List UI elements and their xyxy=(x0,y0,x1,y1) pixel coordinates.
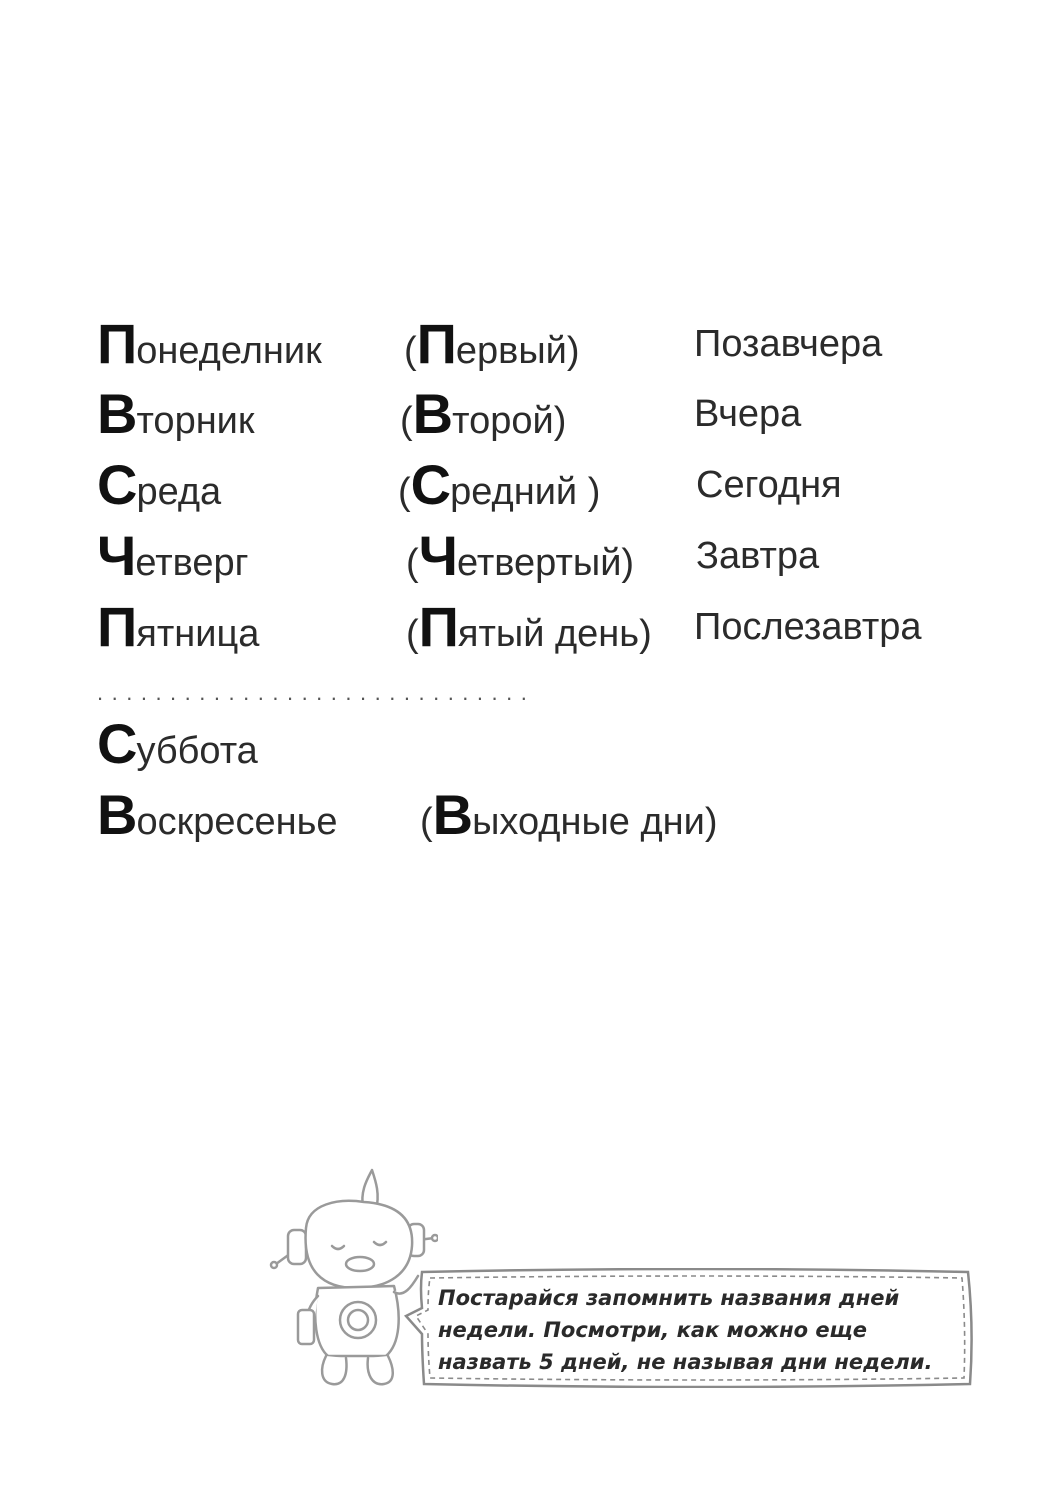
day-name: Суббота xyxy=(97,712,258,775)
day-row-saturday xyxy=(0,714,1050,774)
day-alt-name: (Средний ) xyxy=(398,453,601,516)
speech-note xyxy=(400,1268,975,1388)
day-row-wednesday xyxy=(0,455,1050,515)
day-name: Вторник xyxy=(97,382,255,445)
day-name: Среда xyxy=(97,453,222,516)
day-row-thursday xyxy=(0,526,1050,586)
note-text: Постарайся запомнить названия дней недели. Посмотри, как можно еще назвать 5 дней, не называя дни недели. xyxy=(438,1286,933,1374)
day-row-monday xyxy=(0,314,1050,374)
day-row-friday xyxy=(0,597,1050,657)
day-row-tuesday xyxy=(0,384,1050,444)
day-name: Четверг xyxy=(97,524,249,587)
day-name: Воскресенье xyxy=(97,783,338,846)
relative-day: Сегодня xyxy=(696,464,842,506)
day-row-sunday xyxy=(0,785,1050,845)
relative-day: Завтра xyxy=(696,535,820,577)
day-name: Понеделник xyxy=(97,312,322,375)
day-alt-name: (Первый) xyxy=(404,312,580,375)
relative-day: Позавчера xyxy=(694,323,883,365)
dotted-separator: .............................. xyxy=(97,680,536,705)
day-alt-name: (Четвертый) xyxy=(406,524,635,587)
day-name: Пятница xyxy=(97,595,260,658)
day-alt-name: (Пятый день) xyxy=(406,595,652,658)
relative-day: Послезавтра xyxy=(694,606,922,648)
weekend-alt-name: (Выходные дни) xyxy=(420,783,718,846)
day-alt-name: (Второй) xyxy=(400,382,567,445)
relative-day: Вчера xyxy=(694,393,802,435)
